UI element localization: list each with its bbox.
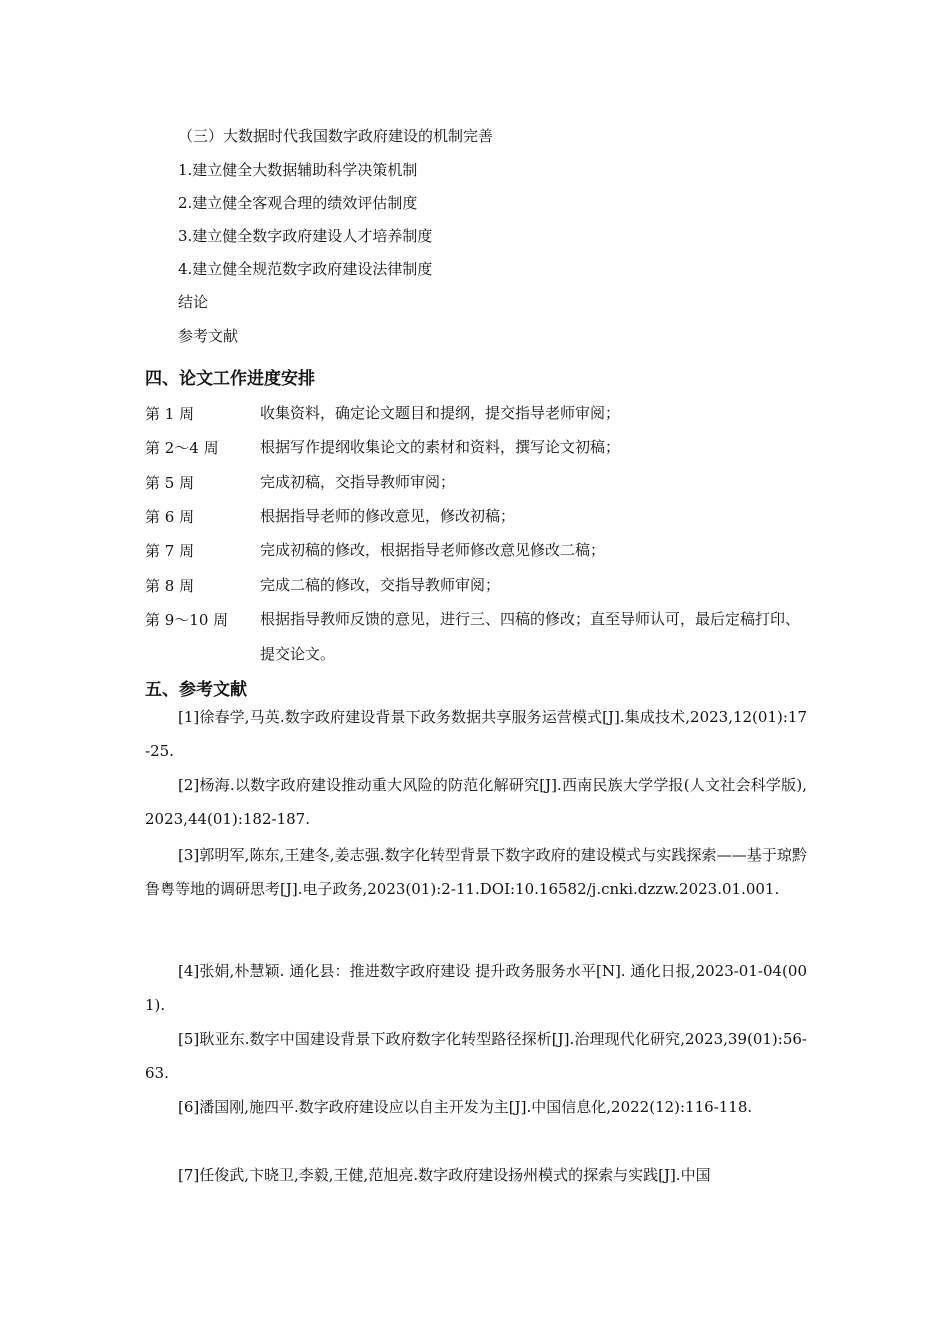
schedule-task: 根据写作提纲收集论文的素材和资料，撰写论文初稿； (260, 438, 621, 456)
schedule-task: 完成二稿的修改，交指导教师审阅； (260, 576, 501, 594)
schedule-week: 第 7 周 (145, 542, 195, 560)
schedule-task: 根据指导老师的修改意见，修改初稿； (260, 507, 516, 525)
schedule-week: 第 9～10 周 (145, 611, 229, 629)
reference-entry: [7]任俊武,卞晓卫,李毅,王健,范旭亮.数字政府建设扬州模式的探索与实践[J].中国 (178, 1166, 711, 1184)
reference-entry: [5]耿亚东.数字中国建设背景下政府数字化转型路径探析[J].治理现代化研究,2023,39(01):56-63. (145, 1030, 807, 1082)
schedule-task: 根据指导教师反馈的意见，进行三、四稿的修改；直至导师认可，最后定稿打印、提交论文。 (260, 610, 801, 663)
reference-entry: [2]杨海.以数字政府建设推动重大风险的防范化解研究[J].西南民族大学学报(人文社会科学版),2023,44(01):182-187. (145, 776, 807, 828)
schedule-week: 第 2～4 周 (145, 439, 219, 457)
reference-entry: [1]徐春学,马英.数字政府建设背景下政务数据共享服务运营模式[J].集成技术,2023,12(01):17-25. (145, 708, 807, 760)
schedule-task: 完成初稿，交指导教师审阅； (260, 473, 456, 491)
reference-entry: [3]郭明军,陈东,王建冬,姜志强.数字化转型背景下数字政府的建设模式与实践探索——基于琼黔鲁粤等地的调研思考[J].电子政务,2023(01):2-11.DOI:10.16582/j.cnki.dzzw.2023.01.001. (145, 846, 807, 898)
schedule-week: 第 6 周 (145, 508, 195, 526)
section-4-heading: 四、论文工作进度安排 (145, 369, 315, 389)
schedule-week: 第 8 周 (145, 577, 195, 595)
outline-item: 结论 (178, 293, 209, 311)
outline-item: 2.建立健全客观合理的绩效评估制度 (178, 194, 418, 212)
outline-item: 4.建立健全规范数字政府建设法律制度 (178, 260, 433, 278)
outline-item: 参考文献 (178, 327, 239, 345)
schedule-task: 收集资料，确定论文题目和提纲，提交指导老师审阅； (260, 404, 621, 422)
outline-item: 1.建立健全大数据辅助科学决策机制 (178, 161, 418, 179)
section-5-heading: 五、参考文献 (145, 680, 247, 700)
schedule-week: 第 1 周 (145, 405, 195, 423)
schedule-week: 第 5 周 (145, 474, 195, 492)
schedule-task: 完成初稿的修改，根据指导老师修改意见修改二稿； (260, 541, 606, 559)
reference-entry: [4]张娟,朴慧颖. 通化县：推进数字政府建设 提升政务服务水平[N]. 通化日报,2023-01-04(001). (145, 962, 807, 1014)
outline-item: 3.建立健全数字政府建设人才培养制度 (178, 227, 433, 245)
reference-entry: [6]潘国刚,施四平.数字政府建设应以自主开发为主[J].中国信息化,2022(12):116-118. (178, 1098, 753, 1116)
outline-item: （三）大数据时代我国数字政府建设的机制完善 (178, 127, 494, 145)
